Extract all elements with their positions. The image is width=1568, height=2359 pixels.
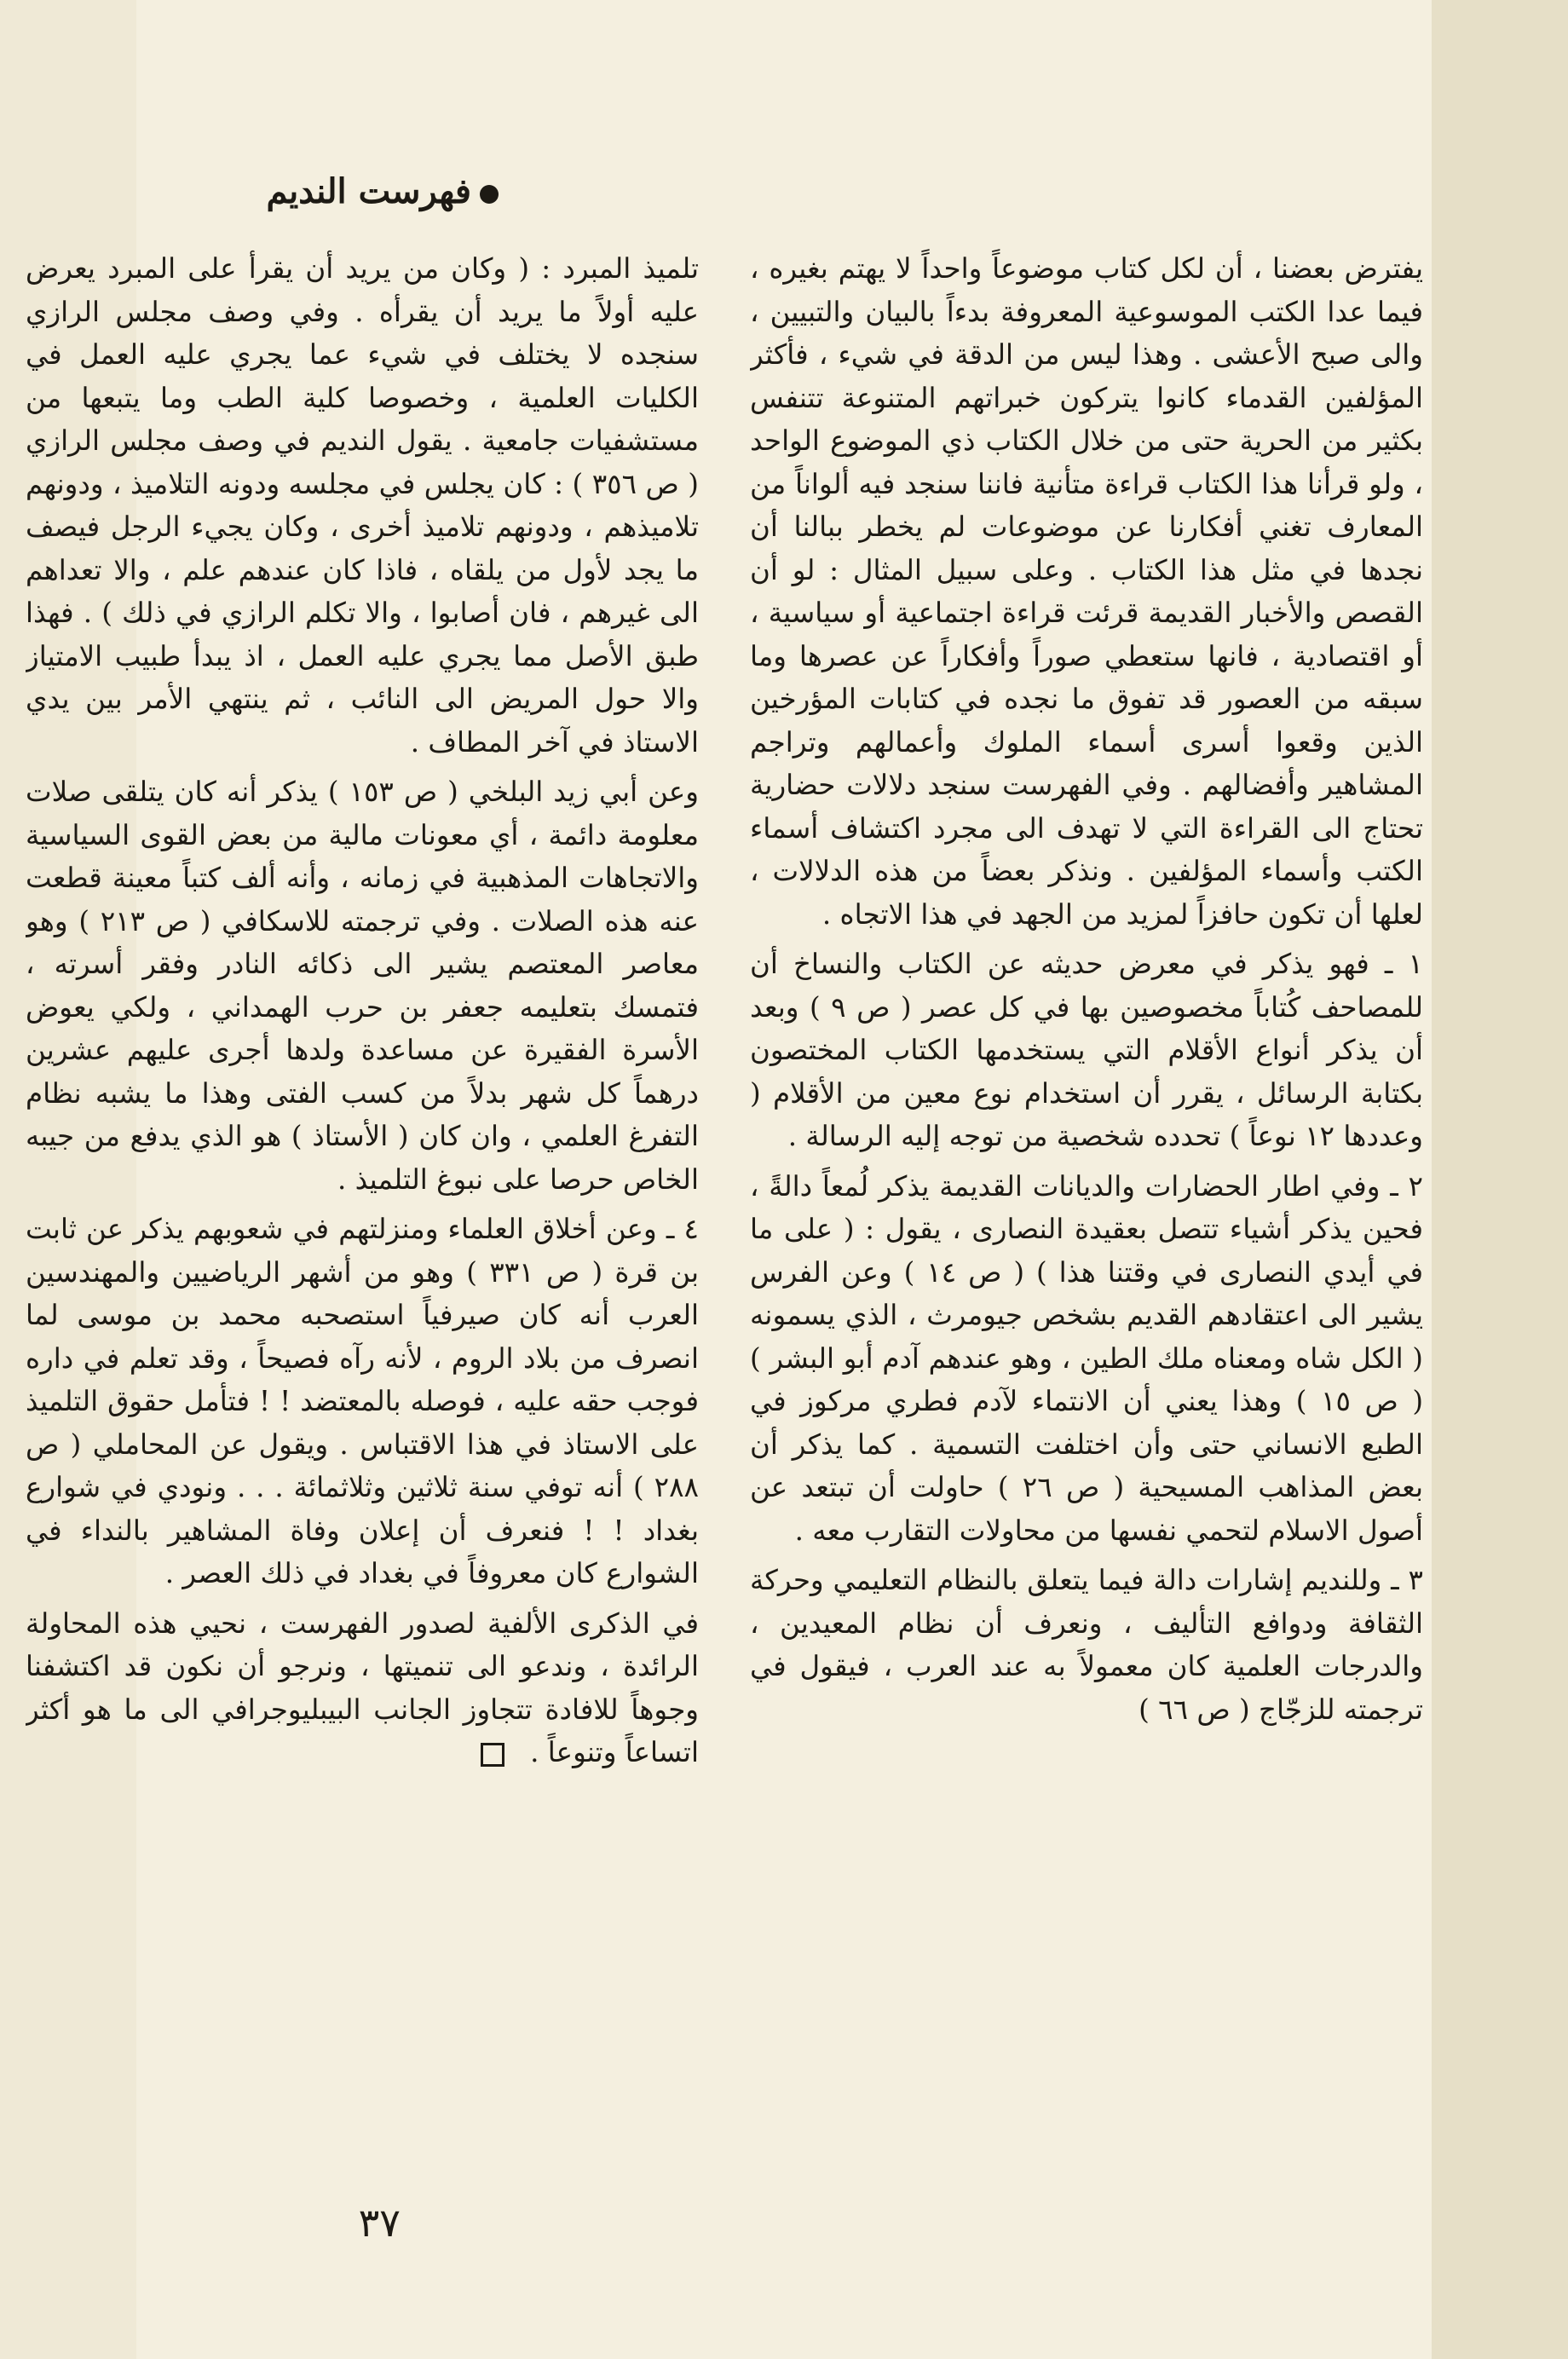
paragraph: ٣ ـ وللنديم إشارات دالة فيما يتعلق بالنظام التعليمي وحركة الثقافة ودوافع التأليف ، ونعرف أن نظام المعيدين ، والدرجات العلمية كان معمولاً به عند العرب ، فيقول في ترجمته للزجّاج ( ص ٦٦ ) <box>750 1564 1423 1726</box>
bullet-icon <box>480 185 499 204</box>
paragraph: ٢ ـ وفي اطار الحضارات والديانات القديمة يذكر لُمعاً دالةً ، فحين يذكر أشياء تتصل بعقيدة النصارى ، يقول : ( على ما في أيدي النصارى في وقتنا هذا ) ( ص ١٤ ) وعن الفرس يشير الى اعتقادهم القديم بشخص جيومرث ، الذي يسمونه ( الكل شاه ومعناه ملك الطين ، وهو عندهم آدم أبو البشر ) ( ص ١٥ ) وهذا يعني أن الانتماء لآدم فطري مركوز في الطبع الانساني حتى وأن اختلفت التسمية . كما يذكر أن بعض المذاهب المسيحية ( ص ٢٦ ) حاولت أن تبتعد عن أصول الاسلام لتحمي نفسها من محاولات التقارب معه . <box>750 1169 1423 1547</box>
page-number: ٣٧ <box>358 2200 401 2246</box>
paragraph: ١ ـ فهو يذكر في معرض حديثه عن الكتاب والنساخ أن للمصاحف كُتاباً مخصوصين بها في كل عصر ( ص ٩ ) وبعد أن يذكر أنواع الأقلام التي يستخدمها الكتاب المختصون بكتابة الرسائل ، يقرر أن استخدام نوع معين من الأقلام ( وعددها ١٢ نوعاً ) تحدده شخصية من توجه إليه الرسالة . <box>750 948 1423 1152</box>
paragraph: وعن أبي زيد البلخي ( ص ١٥٣ ) يذكر أنه كان يتلقى صلات معلومة دائمة ، أي معونات مالية من بعض القوى السياسية والاتجاهات المذهبية في زمانه ، وأنه ألف كتباً معينة قطعت عنه هذه الصلات . وفي ترجمته للاسكافي ( ص ٢١٣ ) وهو معاصر المعتصم يشير الى ذكائه النادر وفقر أسرته ، فتمسك بتعليمه جعفر بن حرب الهمداني ، ولكي يعوض الأسرة الفقيرة عن مساعدة ولدها أجرى عليهم عشرين درهماً كل شهر بدلاً من كسب الفتى وهذا ما يشبه نظام التفرغ العلمي ، وان كان ( الأستاذ ) هو الذي يدفع من جيبه الخاص حرصا على نبوغ التلميذ . <box>26 776 699 1196</box>
paragraph: ٤ ـ وعن أخلاق العلماء ومنزلتهم في شعوبهم يذكر عن ثابت بن قرة ( ص ٣٣١ ) وهو من أشهر الرياضيين والمهندسين العرب أنه كان صيرفياً استصحبه محمد بن موسى لما انصرف من بلاد الروم ، لأنه رآه فصيحاً ، وقد تعلم في داره فوجب حقه عليه ، فوصله بالمعتضد ! ! فتأمل حقوق التلميذ على الاستاذ في هذا الاقتباس . ويقول عن المحاملي ( ص ٢٨٨ ) أنه توفي سنة ثلاثين وثلاثمائة . . . ونودي في شوارع بغداد ! ! فنعرف أن إعلان وفاة المشاهير بالنداء في الشوارع كان معروفاً في بغداد في ذلك العصر . <box>26 1213 699 1589</box>
right-column <box>750 247 1423 2148</box>
header-title: فهرست النديم <box>266 171 471 211</box>
page-edge <box>1432 0 1568 2359</box>
journal-page <box>26 0 1568 2359</box>
paragraph: يفترض بعضنا ، أن لكل كتاب موضوعاً واحداً لا يهتم بغيره ، فيما عدا الكتب الموسوعية المعروفة بدءاً بالبيان والتبيين ، والى صبح الأعشى . وهذا ليس من الدقة في شيء ، فأكثر المؤلفين القدماء كانوا يتركون خبراتهم المتنوعة تتنفس بكثير من الحرية حتى من خلال الكتاب ذي الموضوع الواحد ، ولو قرأنا هذا الكتاب قراءة متأنية فاننا سنجد فيه ألواناً من المعارف تغني أفكارنا عن موضوعات لم يخطر ببالنا أن نجدها في مثل هذا الكتاب . وعلى سبيل المثال : لو أن القصص والأخبار القديمة قرئت قراءة اجتماعية أو سياسية ، أو اقتصادية ، فانها ستعطي صوراً وأفكاراً عن عصرها وما سبقه من العصور قد تفوق ما نجده في كتابات المؤرخين الذين وقعوا أسرى أسماء الملوك وأعمالهم وتراجم المشاهير وأفضالهم . وفي الفهرست سنجد دلالات حضارية تحتاج الى القراءة التي لا تهدف الى مجرد اكتشاف أسماء الكتب وأسماء المؤلفين . ونذكر بعضاً من هذه الدلالات ، لعلها أن تكون حافزاً لمزيد من الجهد في هذا الاتجاه . <box>750 252 1423 931</box>
left-column <box>26 247 699 2148</box>
closing-text: في الذكرى الألفية لصدور الفهرست ، نحيي هذه المحاولة الرائدة ، وندعو الى تنميتها ، ونرجو أن نكون قد اكتشفنا وجوهاً للافادة تتجاوز الجانب البيبليوجرافي الى ما هو أكثر اتساعاً وتنوعاً . <box>26 1606 699 1768</box>
end-mark-icon <box>481 1743 504 1767</box>
paragraph: تلميذ المبرد : ( وكان من يريد أن يقرأ على المبرد يعرض عليه أولاً ما يريد أن يقرأه . وفي وصف مجلس الرازي سنجده لا يختلف في شيء عما يجري عليه العمل في الكليات العلمية ، وخصوصا كلية الطب وما يتبعها من مستشفيات جامعية . يقول النديم في وصف مجلس الرازي ( ص ٣٥٦ ) : كان يجلس في مجلسه ودونه التلاميذ ، ودونهم تلاميذهم ، ودونهم تلاميذ أخرى ، وكان يجيء الرجل فيصف ما يجد لأول من يلقاه ، فاذا كان عندهم علم ، والا تعداهم الى غيرهم ، فان أصابوا ، والا تكلم الرازي في ذلك ) . فهذا طبق الأصل مما يجري عليه العمل ، اذ يبدأ طبيب الامتياز والا حول المريض الى النائب ، ثم ينتهي الأمر بين يدي الاستاذ في آخر المطاف . <box>26 252 699 758</box>
running-header <box>243 170 499 213</box>
closing-paragraph <box>26 1602 699 1774</box>
